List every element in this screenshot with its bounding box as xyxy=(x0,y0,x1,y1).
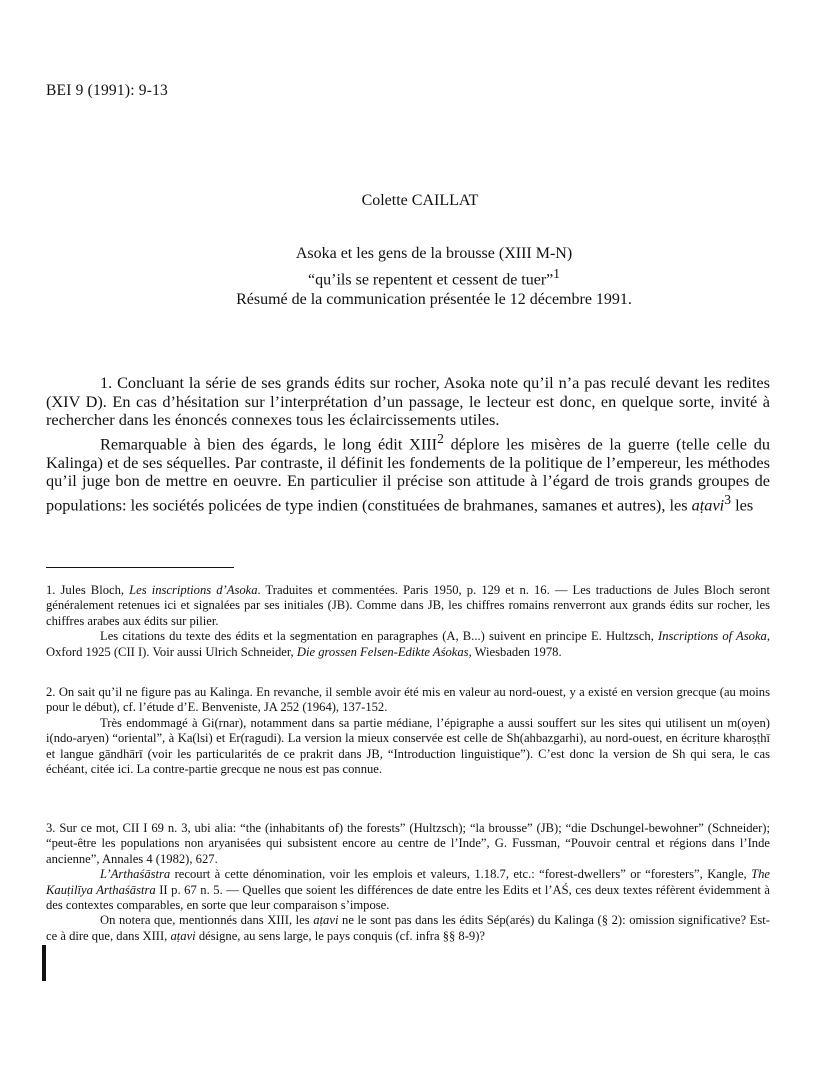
footnote-3 xyxy=(46,821,770,944)
footnote-1-para-2: Les citations du texte des édits et la segmentation en paragraphes (A, B...) suivent en principe E. Hultzsch, Inscriptions of Asoka, Oxford 1925 (CII I). Voir aussi Ulrich Schneider, Die grossen Felsen-Edikte Aśokas, Wiesbaden 1978. xyxy=(46,629,770,659)
margin-scan-mark xyxy=(42,945,46,981)
main-text xyxy=(46,374,770,515)
paper-title xyxy=(0,244,828,310)
footnote-3-para-3: On notera que, mentionnés dans XIII, les aṭavi ne le sont pas dans les édits Sép(arés) du Kalinga (§ 2): omission significative? Est-ce à dire que, dans XIII, aṭavi désigne, au sens large, le pays conquis (cf. infra §§ 8-9)? xyxy=(46,913,770,943)
title-line-2: “qu’ils se repentent et cessent de tuer”$^1$ xyxy=(308,266,560,289)
footnote-2-para-1: 2. On sait qu’il ne figure pas au Kalinga. En revanche, il semble avoir été mis en valeur au nord-ouest, y a existé en version grecque (au moins pour le début), cf. l’étude d’E. Benveniste, JA 252 (1964), 137-152. xyxy=(46,685,770,715)
footnote-3-para-1: 3. Sur ce mot, CII I 69 n. 3, ubi alia: “the (inhabitants of) the forests” (Hultzsch); “la brousse” (JB); “die Dschungel-bewohner” (Schneider); “peut-être les populations non aryanisées qui subsistent encore au centre de l’Inde”, G. Fussman, “Pouvoir central et régions dans l’Inde ancienne”, Annales 4 (1982), 627. xyxy=(46,821,770,866)
footnote-ref-1[interactable]: 1 xyxy=(553,266,560,281)
footnote-2-para-2: Très endommagé à Gi(rnar), notamment dans sa partie médiane, l’épigraphe a aussi souffert sur les sites qui utilisent un m(oyen) i(ndo-aryen) “oriental”, à Ka(lsi) et Er(ragudi). La version la mieux conservée est celle de Sh(ahbazgarhi), au nord-ouest, en écriture kharoṣṭhī et langue gāndhārī (voir les particularités de ce prakrit dans JB, “Introduction linguistique”). C’est donc la version de Sh qui sera, le cas échéant, citée ici. La contre-partie grecque ne nous est pas connue. xyxy=(46,715,770,777)
footnote-1-para-1: 1. Jules Bloch, Les inscriptions d’Asoka. Traduites et commentées. Paris 1950, p. 129 et n. 16. — Les traductions de Jules Bloch seront généralement retenues ici et signalées par ses initiales (JB). Comme dans JB, les chiffres romains renverront aux grands édits sur rocher, les chiffres arabes aux édits sur pilier. xyxy=(46,583,771,628)
journal-citation: BEI 9 (1991): 9-13 xyxy=(46,82,168,99)
title-line-3: Résumé de la communication présentée le 12 décembre 1991. xyxy=(236,291,632,309)
footnote-ref-2[interactable]: 2 xyxy=(437,430,444,446)
author-name: Colette CAILLAT xyxy=(361,192,479,209)
footnote-2 xyxy=(46,685,770,777)
footnote-1 xyxy=(46,583,770,660)
paragraph-2: Remarquable à bien des égards, le long édit XIII$^2$ déplore les misères de la guerre (telle celle du Kalinga) et de ses séquelles. Par contraste, il définit les fondements de la politique de l’empereur, les méthodes qu’il juge bon de mettre en oeuvre. En particulier il précise son attitude à l’égard de trois grands groupes de populations: les sociétés policées de type indien (constituées de brahmanes, samanes et autres), les aṭavi$^3$ les xyxy=(46,430,771,515)
term-atavi: aṭavi xyxy=(691,495,725,515)
paragraph-1: 1. Concluant la série de ses grands édits sur rocher, Asoka note qu’il n’a pas reculé devant les redites (XIV D). En cas d’hésitation sur l’interprétation d’un passage, le lecteur est donc, en quelque sorte, invité à rechercher dans les énoncés connexes tous les éclaircissements utiles. xyxy=(46,373,770,430)
footnote-separator xyxy=(46,567,234,568)
footnote-3-para-2: L’Arthaśāstra recourt à cette dénomination, voir les emplois et valeurs, 1.18.7, etc.: “forest-dwellers” or “foresters”, Kangle, The Kauṭilīya Arthaśāstra II p. 67 n. 5. — Quelles que soient les différences de date entre les Edits et l’AŚ, ces deux textes réfèrent évidemment à des contextes comparables, en sorte que leur comparaison s’impose. xyxy=(46,867,771,913)
footnote-ref-3[interactable]: 3 xyxy=(724,491,731,507)
title-line-1: Asoka et les gens de la brousse (XIII M-N) xyxy=(295,245,573,262)
